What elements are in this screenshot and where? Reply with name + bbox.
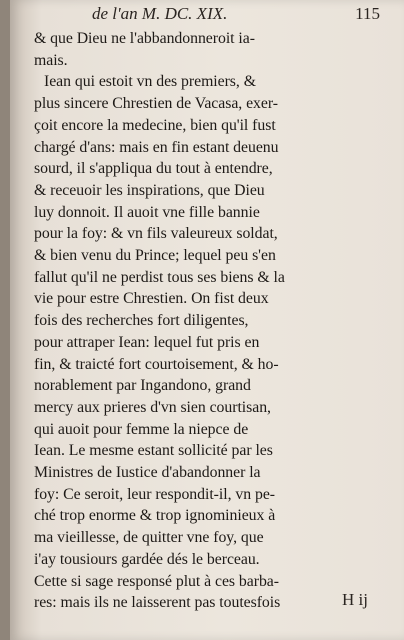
- running-title: de l'an M. DC. XIX.: [92, 4, 228, 23]
- text-line: qui auoit pour femme la niepce de: [34, 420, 249, 438]
- text-line: foy: Ce seroit, leur respondit-il, vn pe-: [34, 485, 275, 503]
- text-line: çoit encore la medecine, bien qu'il fust: [34, 116, 276, 134]
- text-line: res: mais ils ne laisserent pas toutesfois: [34, 594, 281, 612]
- page-footer: [10, 590, 404, 616]
- text-line: luy donnoit. Il auoit vne fille bannie: [34, 203, 260, 221]
- text-line: mais.: [34, 51, 68, 69]
- text-line: & bien venu du Prince; lequel peu s'en: [34, 247, 276, 265]
- signature-mark: H ij: [342, 590, 368, 609]
- text-line: Cette si sage responsé plut à ces barba-: [34, 572, 279, 590]
- text-line: ché trop enorme & trop ignominieux à: [34, 507, 276, 525]
- text-line: ma vieillesse, de quitter vne foy, que: [34, 529, 264, 547]
- text-line: Iean. Le mesme estant sollicité par les: [34, 442, 273, 460]
- text-line: norablement par Ingandono, grand: [34, 377, 251, 395]
- text-line: pour la foy: & vn fils valeureux soldat,: [34, 225, 278, 243]
- page-header: [10, 2, 404, 28]
- text-line: Ministres de Iustice d'abandonner la: [34, 464, 261, 482]
- text-line: fin, & traicté fort courtoisement, & ho-: [34, 355, 279, 373]
- text-line: & receuoir les inspirations, que Dieu: [34, 181, 265, 199]
- text-line: plus sincere Chrestien de Vacasa, exer-: [34, 95, 278, 113]
- text-line: chargé d'ans: mais en fin estant deuenu: [34, 138, 279, 156]
- text-line: i'ay tousiours gardée dés le berceau.: [34, 550, 260, 568]
- text-line: pour attraper Iean: lequel fut pris en: [34, 333, 260, 351]
- body-text: [34, 28, 392, 614]
- book-page: [10, 0, 404, 640]
- text-line: & que Dieu ne l'abbandonneroit ia-: [34, 30, 255, 47]
- text-line: fallut qu'il ne perdist tous ses biens & la: [34, 268, 285, 286]
- text-line: sourd, il s'appliqua du tout à entendre,: [34, 160, 273, 178]
- page-number: 115: [355, 4, 380, 23]
- text-line: mercy aux prieres d'vn sien courtisan,: [34, 398, 271, 416]
- text-line: vie pour estre Chrestien. On fist deux: [34, 290, 269, 308]
- text-line: Iean qui estoit vn des premiers, &: [44, 73, 256, 91]
- text-line: fois des recherches fort diligentes,: [34, 312, 249, 330]
